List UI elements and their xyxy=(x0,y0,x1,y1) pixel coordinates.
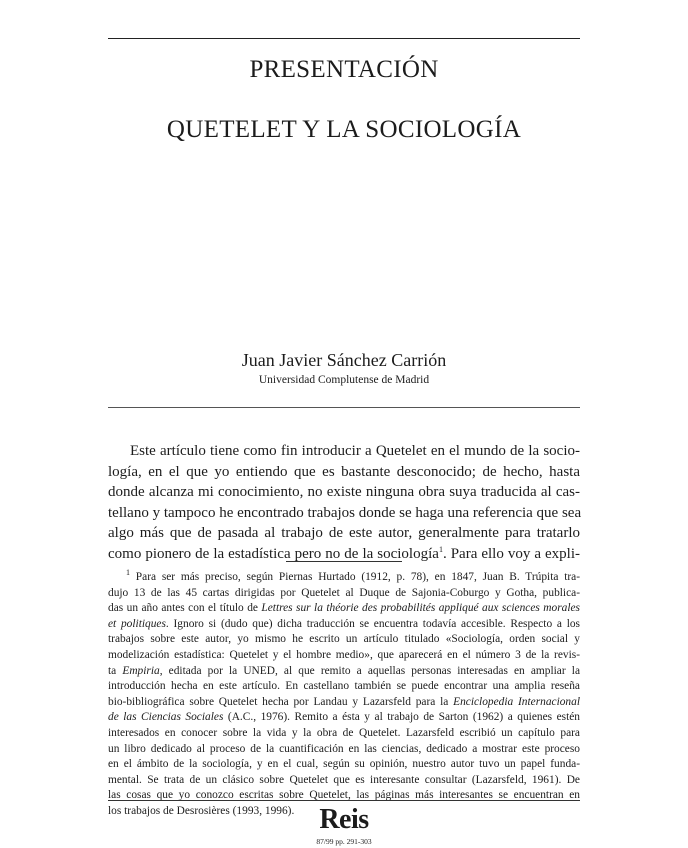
footnote-text: , editada por la UNED, al que remito a aquellas personas interesadas en ampliar la xyxy=(159,664,580,677)
footnote-text: . Ignoro si (dudo que) dicha traducción se encuentra todavía accesible. Respecto a los xyxy=(165,617,580,630)
top-rule xyxy=(108,38,580,39)
body-line: como pionero de la estadística pero no de la sociología$^1$. Para ello voy a expli- xyxy=(108,544,581,562)
footnote-line xyxy=(108,710,580,726)
author-name: Juan Javier Sánchez Carrión xyxy=(241,350,447,370)
body-line: tellano y tampoco he encontrado trabajos donde se haga una referencia que sea xyxy=(108,504,582,521)
footnote-ref[interactable]: 1 xyxy=(438,544,443,554)
footnote-line: las cosas que yo conozco escritas sobre Quetelet, las páginas más interesantes se encuentran en xyxy=(108,789,580,802)
footnote-line: en el ámbito de la sociología, y en el cual, según su opinión, nuestro autor tuvo un papel funda- xyxy=(108,758,580,771)
footnote-line: mental. Se trata de un clásico sobre Quetelet que es interesante consultar (Lazarsfeld, 1961). De xyxy=(108,773,580,786)
body-line: logía, en el que yo entiendo que es bastante desconocido; de hecho, hasta xyxy=(108,463,580,480)
footnote-text: bio-bibliográfica sobre Quetelet hecha por Landau y Lazarsfeld para la xyxy=(108,695,449,708)
footnote-text: Para ser más preciso, según Piernas Hurtado (1912, p. 78), en 1847, Juan B. Trúpita tra- xyxy=(135,571,580,583)
encyclopedia-title: Enciclopedia Internacional xyxy=(453,695,580,708)
page-reference: 87/99 pp. 291-303 xyxy=(316,837,372,846)
section-heading: PRESENTACIÓN xyxy=(249,56,439,83)
body-line: donde alcanza mi conocimiento, no existe ninguna obra suya traducida al cas- xyxy=(108,484,580,500)
book-title-cont: et politiques xyxy=(108,617,166,630)
body-text-segment: como pionero de la estadística pero no de la sociología xyxy=(108,545,439,562)
footnote-line xyxy=(108,695,580,711)
footnote-line xyxy=(108,617,580,633)
footnote-line: introducción hecha en este artículo. En castellano también se puede encontrar una amplia reseña xyxy=(108,680,580,693)
footnote-line xyxy=(108,570,580,586)
footnote-line xyxy=(108,601,580,617)
footnote-number: 1 xyxy=(126,568,130,578)
footnote-separator xyxy=(286,561,402,562)
bottom-rule xyxy=(108,800,580,801)
section-divider xyxy=(108,407,580,408)
body-line: Este artículo tiene como fin introducir a Quetelet en el mundo de la socio- xyxy=(130,443,580,459)
footnote-line: un libro dedicado al proceso de la cuantificación en las ciencias, dedicado a mostrar este proceso xyxy=(108,742,580,755)
footnote-line xyxy=(108,664,580,680)
footnote-line: trabajos sobre este autor, yo mismo he escrito un artículo titulado «Sociología, orden social y xyxy=(108,633,580,646)
footnote-text: ta xyxy=(108,664,117,677)
encyclopedia-title-cont: de las Ciencias Sociales xyxy=(108,711,224,724)
journal-logo: Reis xyxy=(319,804,369,835)
body-line: algo más que de pasada al trabajo de este autor, generalmente para tratarlo xyxy=(108,525,580,541)
footnote-text: (A.C., 1976). Remito a ésta y al trabajo de Sarton (1962) a quienes estén xyxy=(227,711,580,724)
footnote xyxy=(108,570,580,820)
author-affiliation: Universidad Complutense de Madrid xyxy=(258,374,430,386)
body-text-segment: Para ello voy a expli- xyxy=(450,545,581,562)
footnote-line: modelización estadística: Quetelet y el hombre medio», que aparecerá en el número 3 de la revis- xyxy=(108,648,580,661)
footnote-text: das un año antes con el título de xyxy=(108,602,258,615)
article-title: QUETELET Y LA SOCIOLOGÍA xyxy=(166,116,522,143)
footnote-line: los trabajos de Desrosières (1993, 1996). xyxy=(108,804,295,817)
journal-title: Empiria xyxy=(122,664,160,677)
footnote-line: dujo 13 de las 45 cartas dirigidas por Quetelet al Duque de Sajonia-Coburgo y Gotha, publica- xyxy=(108,586,580,599)
body-paragraph xyxy=(108,441,580,564)
book-title: Lettres sur la théorie des probabilités appliqué aux sciences morales xyxy=(261,602,580,615)
footnote-line: interesados en conocer sobre la vida y la obra de Quetelet. Lazarsfeld escribió un capítulo para xyxy=(108,726,580,739)
